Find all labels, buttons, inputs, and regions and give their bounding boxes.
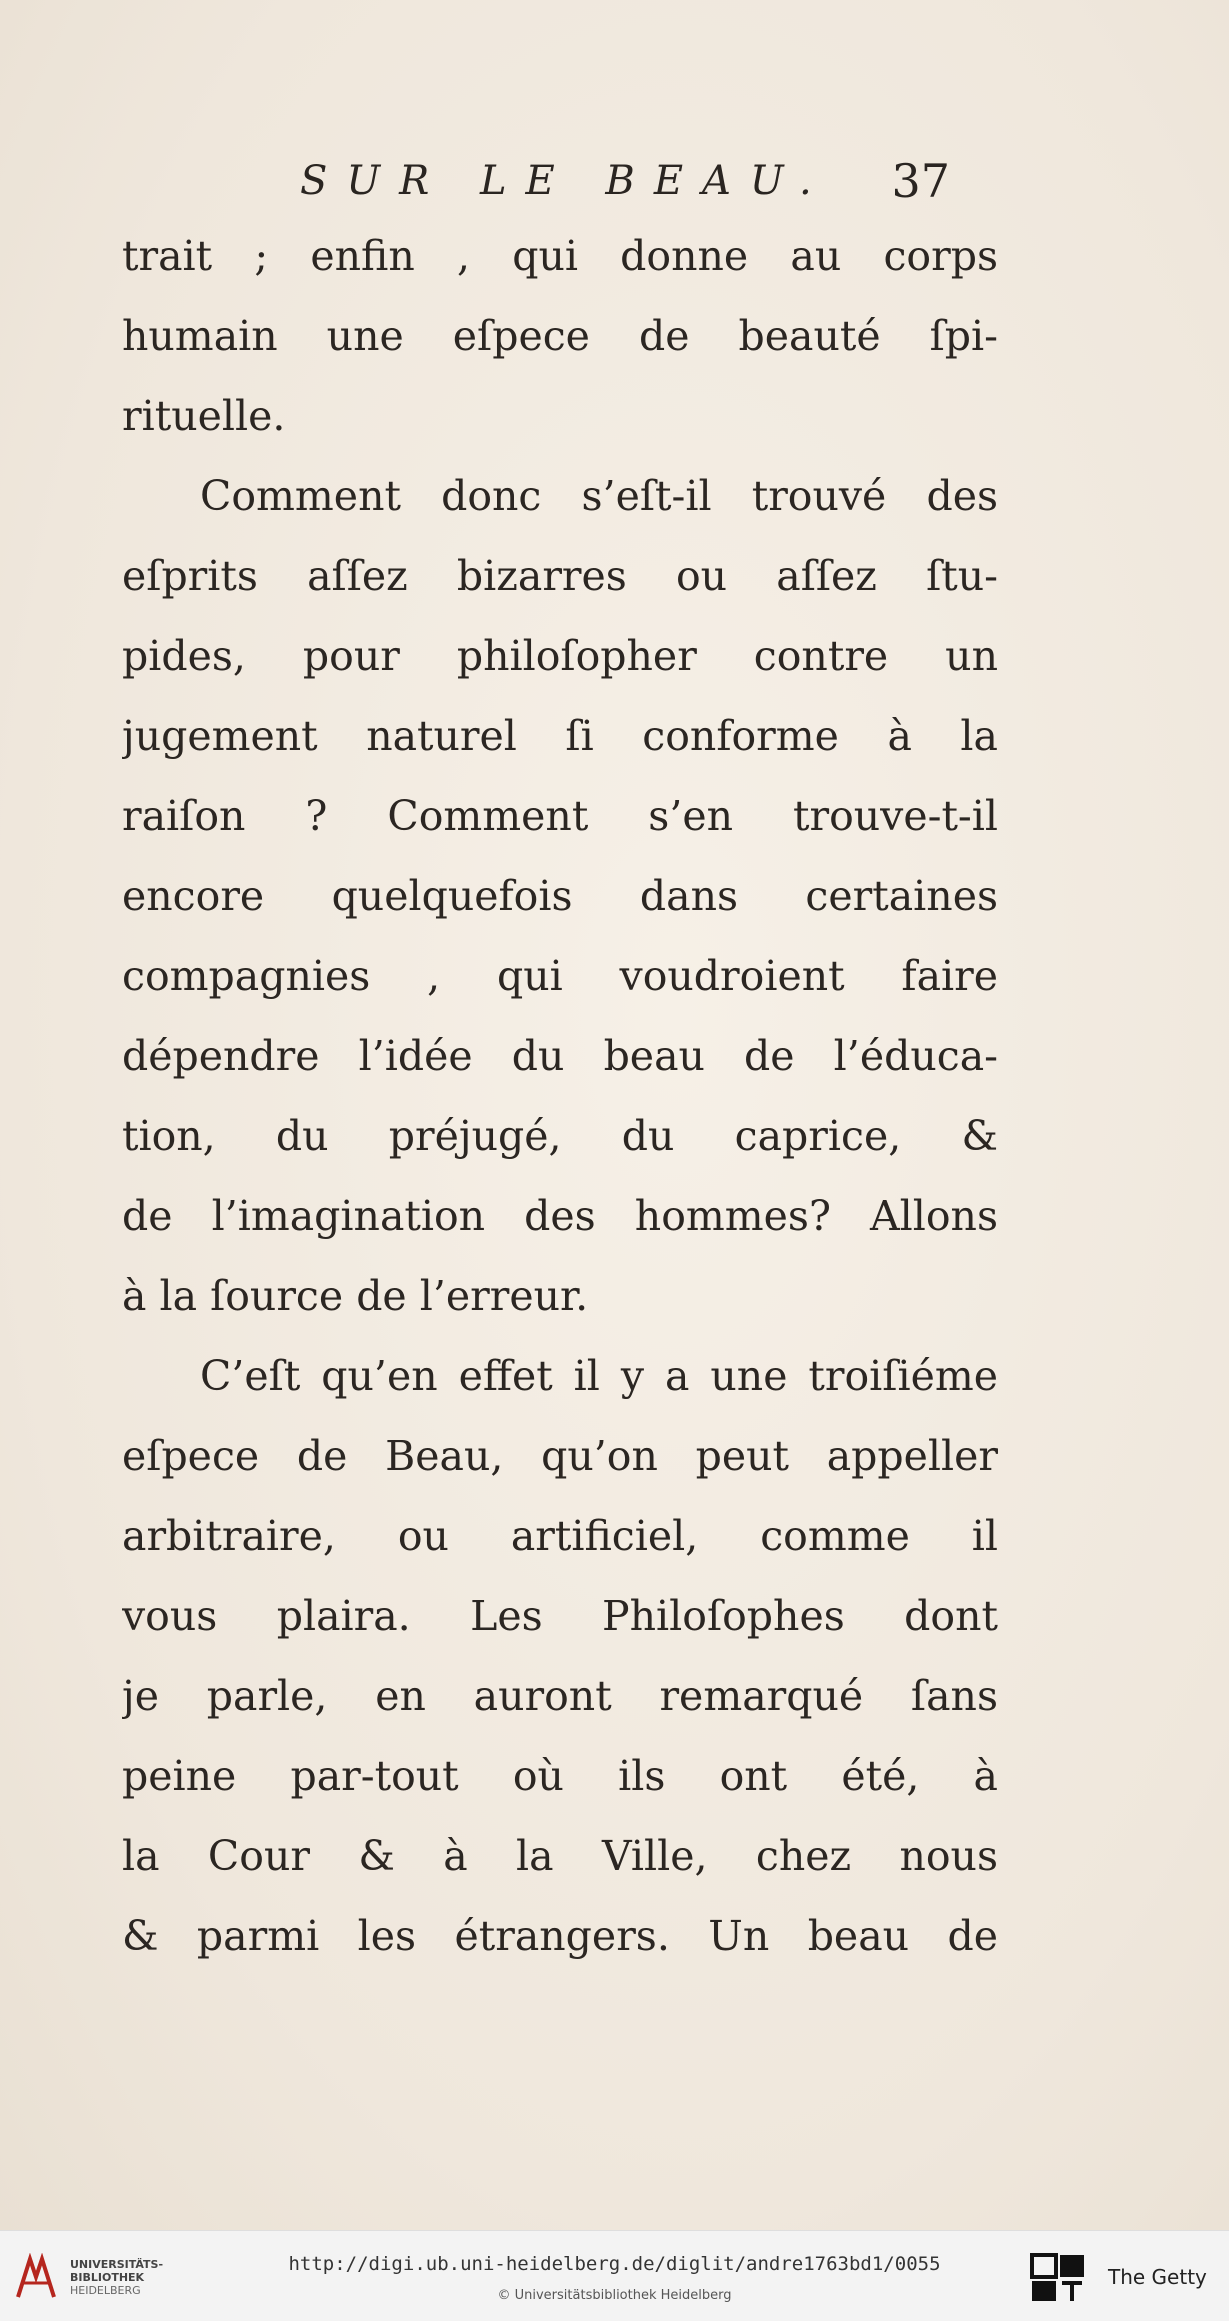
library-name-line2: BIBLIOTHEK [70, 2271, 145, 2284]
body-text [122, 216, 998, 1976]
partner-name: The Getty [1108, 2265, 1207, 2289]
library-name-line1: UNIVERSITÄTS- [70, 2258, 164, 2271]
text-line: à la ſource de l’erreur. [122, 1272, 589, 1320]
library-name-line3: HEIDELBERG [70, 2284, 141, 2297]
text-line: la Cour & à la Ville, chez nous [122, 1832, 998, 1880]
text-line: & parmi les étrangers. Un beau de [122, 1912, 998, 1960]
text-line: arbitraire, ou artificiel, comme il [122, 1512, 998, 1560]
text-line: encore quelquefois dans certaines [122, 872, 998, 920]
text-line: vous plaira. Les Philoſophes dont [122, 1592, 998, 1640]
text-line: eſprits aſſez bizarres ou aſſez ſtu- [122, 552, 998, 600]
page-number: 37 [891, 154, 950, 208]
running-head [300, 150, 950, 210]
viewer-footer [0, 2230, 1229, 2321]
running-title: SUR LE BEAU. [300, 158, 831, 204]
text-line: je parle, en auront remarqué ſans [122, 1672, 998, 1720]
text-line: jugement naturel ſi conforme à la [122, 712, 998, 760]
text-line: peine par-tout où ils ont été, à [122, 1752, 998, 1800]
getty-logo-icon [1030, 2253, 1086, 2303]
text-line: de l’imagination des hommes? Allons [122, 1192, 998, 1240]
text-line: compagnies , qui voudroient faire [122, 952, 998, 1000]
text-line: C’eſt qu’en effet il y a une troiſiéme [200, 1352, 998, 1400]
text-line: humain une eſpece de beauté ſpi- [122, 312, 998, 360]
text-line: rituelle. [122, 392, 286, 440]
text-line: raiſon ? Comment s’en trouve-t-il [122, 792, 998, 840]
text-line: tion, du préjugé, du caprice, & [122, 1112, 998, 1160]
copyright-notice: © Universitätsbibliothek Heidelberg [497, 2288, 732, 2303]
text-line: trait ; enfin , qui donne au corps [122, 232, 998, 280]
permalink-url[interactable]: http://digi.ub.uni-heidelberg.de/diglit/andre1763bd1/0055 [288, 2253, 941, 2275]
text-line: dépendre l’idée du beau de l’éduca- [122, 1032, 998, 1080]
text-line: Comment donc s’eſt-il trouvé des [200, 472, 998, 520]
text-line: pides, pour philoſopher contre un [122, 632, 998, 680]
text-line: eſpece de Beau, qu’on peut appeller [122, 1432, 998, 1480]
